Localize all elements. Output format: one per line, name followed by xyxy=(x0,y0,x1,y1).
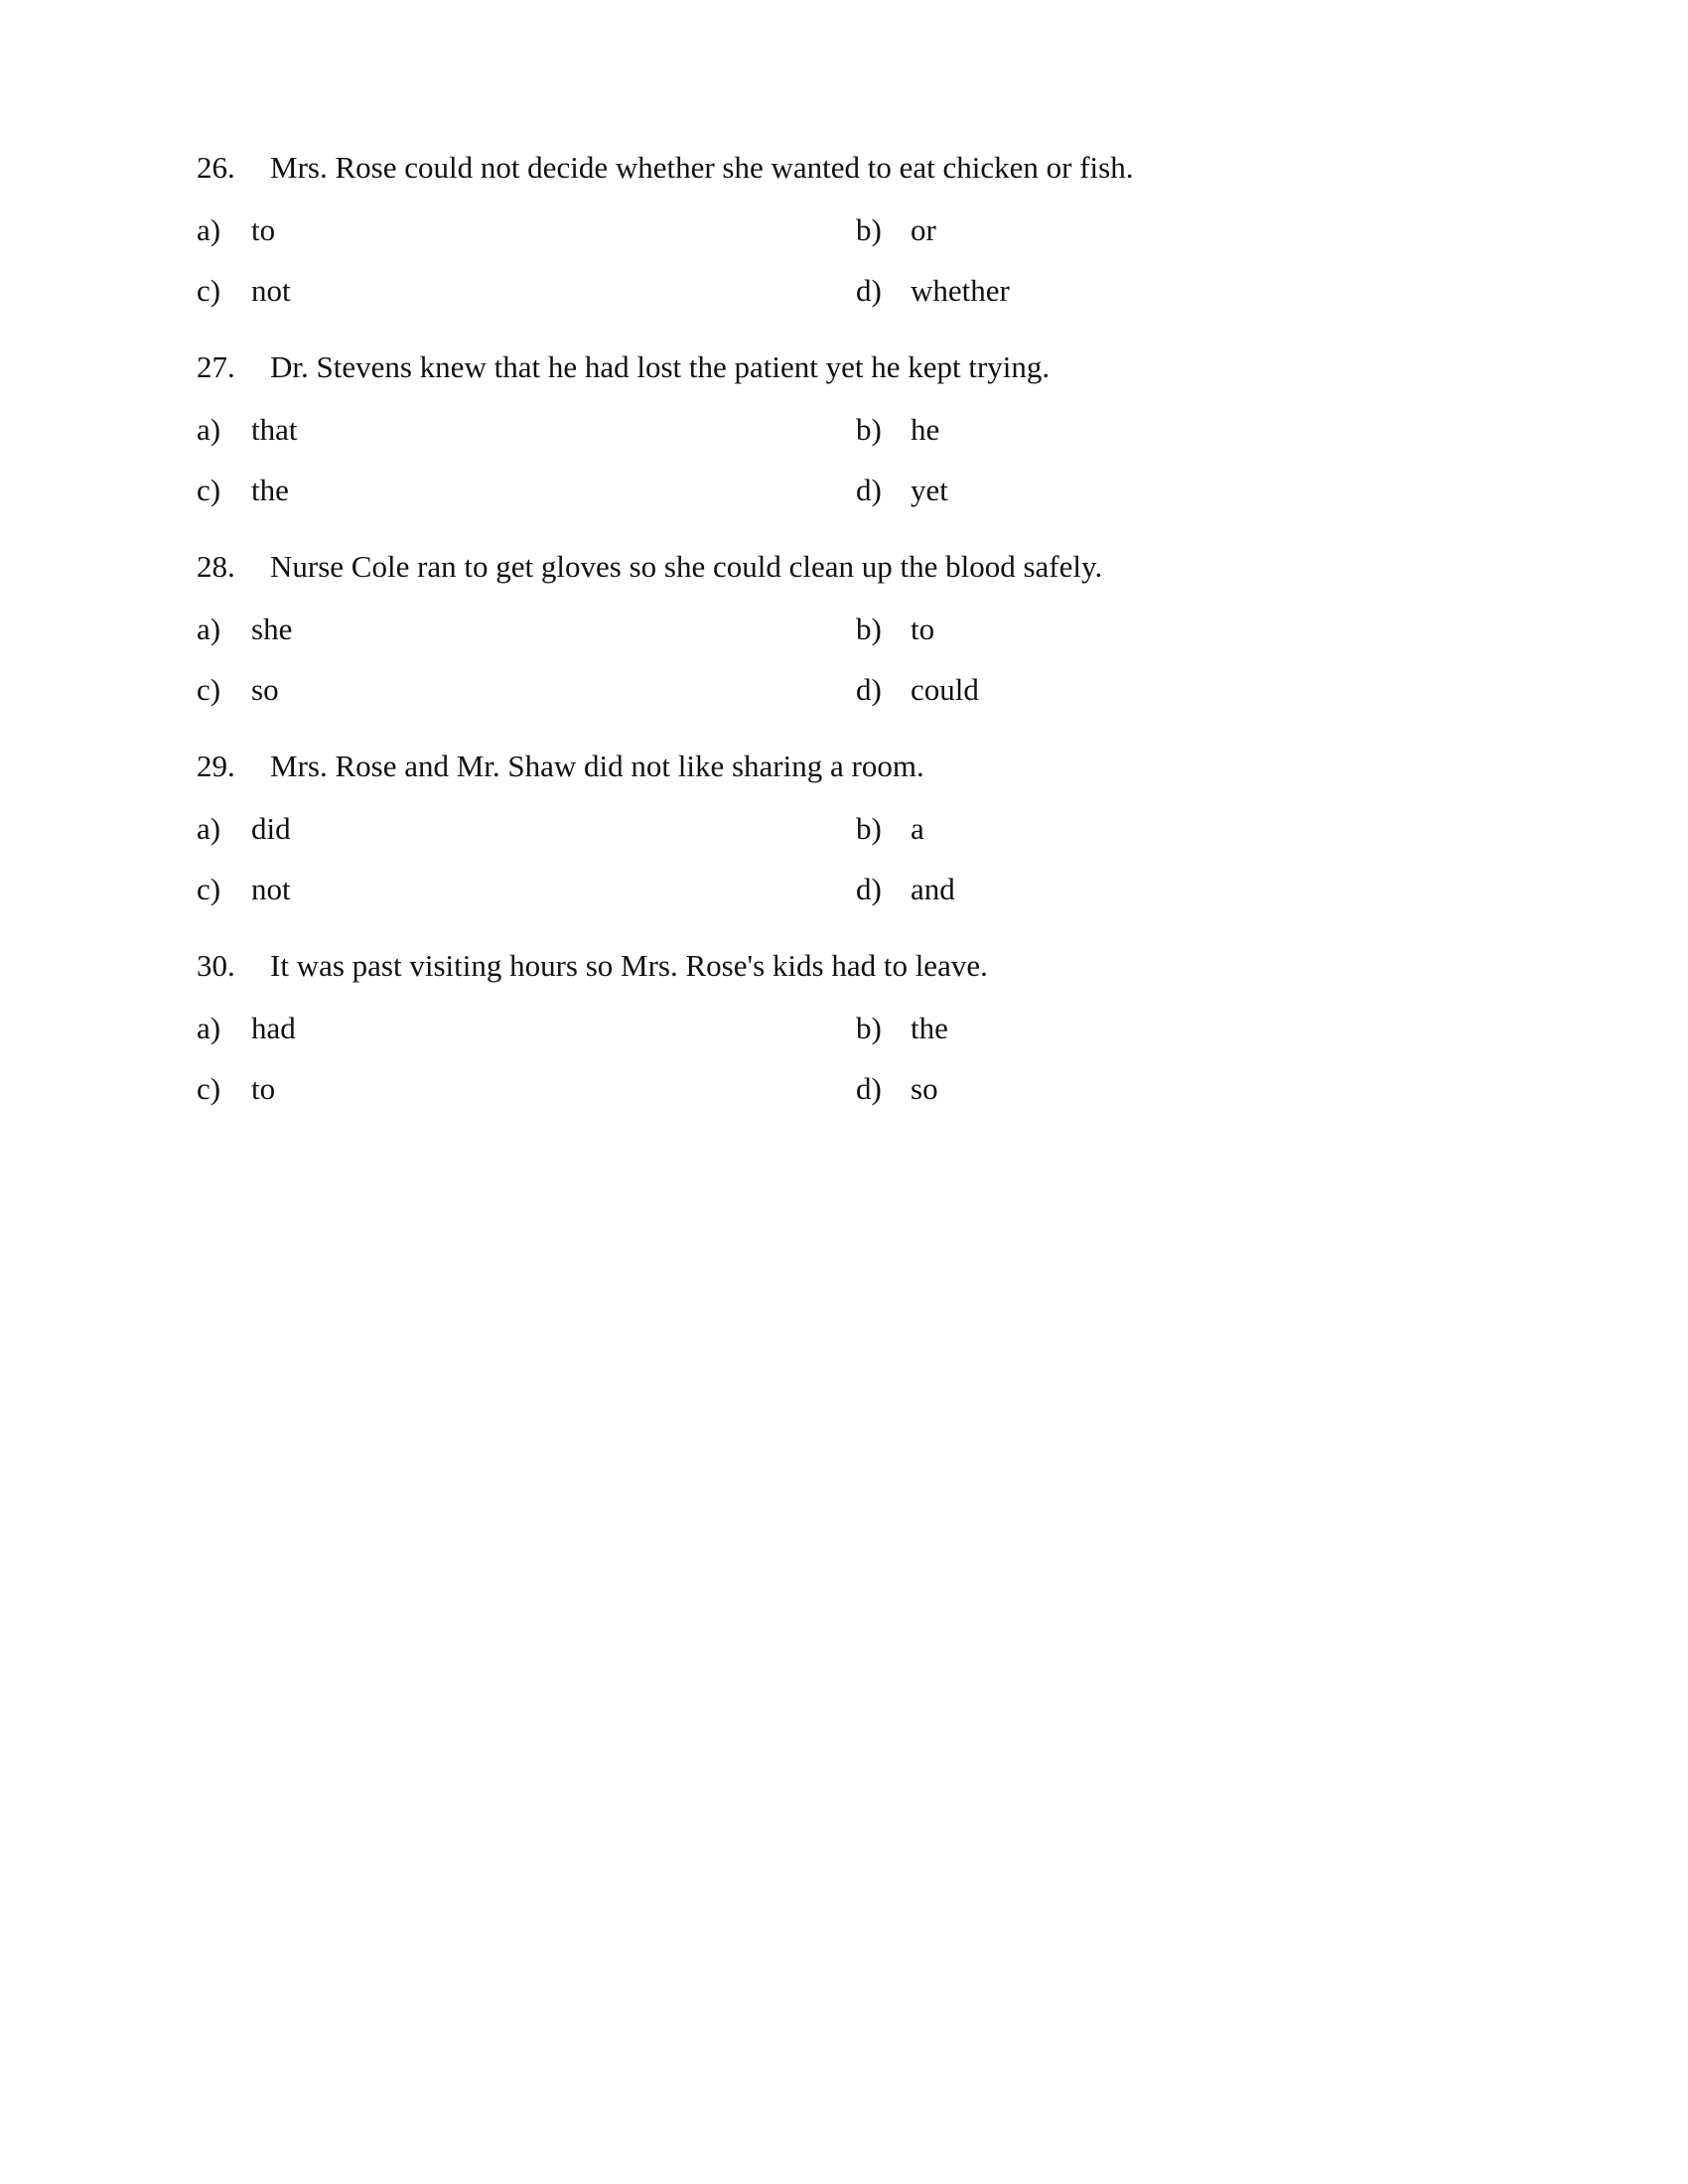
option-b[interactable] xyxy=(856,210,936,250)
option-a[interactable] xyxy=(197,410,298,450)
option-letter: a) xyxy=(197,212,221,247)
option-d[interactable] xyxy=(856,870,955,909)
option-text: not xyxy=(251,273,291,308)
question-line xyxy=(197,946,988,986)
question-line xyxy=(197,547,1102,587)
option-letter: c) xyxy=(197,872,221,906)
question-text: It was past visiting hours so Mrs. Rose's kids had to leave. xyxy=(270,948,988,983)
option-text: had xyxy=(251,1011,296,1045)
option-a[interactable] xyxy=(197,210,275,250)
option-text: the xyxy=(911,1011,948,1045)
question-number: 26. xyxy=(197,150,235,185)
option-c[interactable] xyxy=(197,471,289,510)
option-text: she xyxy=(251,612,293,646)
option-c[interactable] xyxy=(197,271,291,311)
option-d[interactable] xyxy=(856,670,979,710)
question-text: Dr. Stevens knew that he had lost the patient yet he kept trying. xyxy=(270,349,1051,384)
option-letter: b) xyxy=(856,412,882,447)
option-a[interactable] xyxy=(197,1009,296,1048)
option-letter: c) xyxy=(197,1071,221,1106)
question-number: 27. xyxy=(197,349,235,384)
option-text: or xyxy=(911,212,936,247)
option-text: whether xyxy=(911,273,1010,308)
option-c[interactable] xyxy=(197,670,279,710)
option-b[interactable] xyxy=(856,1009,948,1048)
question-line xyxy=(197,747,924,786)
option-text: yet xyxy=(911,473,948,507)
option-b[interactable] xyxy=(856,610,934,649)
option-d[interactable] xyxy=(856,271,1010,311)
option-letter: c) xyxy=(197,273,221,308)
question-number: 28. xyxy=(197,549,235,584)
option-text: so xyxy=(911,1071,938,1106)
option-d[interactable] xyxy=(856,1069,938,1109)
option-letter: a) xyxy=(197,412,221,447)
option-letter: c) xyxy=(197,473,221,507)
option-letter: d) xyxy=(856,672,882,707)
option-a[interactable] xyxy=(197,809,291,849)
option-letter: b) xyxy=(856,612,882,646)
option-text: so xyxy=(251,672,279,707)
option-a[interactable] xyxy=(197,610,292,649)
option-letter: d) xyxy=(856,273,882,308)
option-letter: c) xyxy=(197,672,221,707)
option-text: and xyxy=(911,872,955,906)
option-text: the xyxy=(251,473,289,507)
option-letter: d) xyxy=(856,1071,882,1106)
question-line xyxy=(197,148,1133,188)
option-text: did xyxy=(251,811,291,846)
option-letter: a) xyxy=(197,811,221,846)
option-c[interactable] xyxy=(197,870,291,909)
question-text: Nurse Cole ran to get gloves so she could clean up the blood safely. xyxy=(270,549,1103,584)
option-letter: a) xyxy=(197,1011,221,1045)
option-text: not xyxy=(251,872,291,906)
option-text: a xyxy=(911,811,924,846)
question-number: 29. xyxy=(197,749,235,783)
option-c[interactable] xyxy=(197,1069,275,1109)
option-letter: d) xyxy=(856,872,882,906)
option-letter: b) xyxy=(856,212,882,247)
option-text: to xyxy=(911,612,935,646)
option-letter: d) xyxy=(856,473,882,507)
option-b[interactable] xyxy=(856,809,924,849)
option-letter: b) xyxy=(856,1011,882,1045)
option-text: could xyxy=(911,672,979,707)
option-b[interactable] xyxy=(856,410,939,450)
option-letter: b) xyxy=(856,811,882,846)
option-letter: a) xyxy=(197,612,221,646)
option-d[interactable] xyxy=(856,471,948,510)
option-text: to xyxy=(251,1071,276,1106)
question-text: Mrs. Rose and Mr. Shaw did not like sharing a room. xyxy=(270,749,924,783)
option-text: he xyxy=(911,412,940,447)
question-line xyxy=(197,347,1050,387)
option-text: to xyxy=(251,212,276,247)
option-text: that xyxy=(251,412,298,447)
question-number: 30. xyxy=(197,948,235,983)
question-text: Mrs. Rose could not decide whether she wanted to eat chicken or fish. xyxy=(270,150,1134,185)
